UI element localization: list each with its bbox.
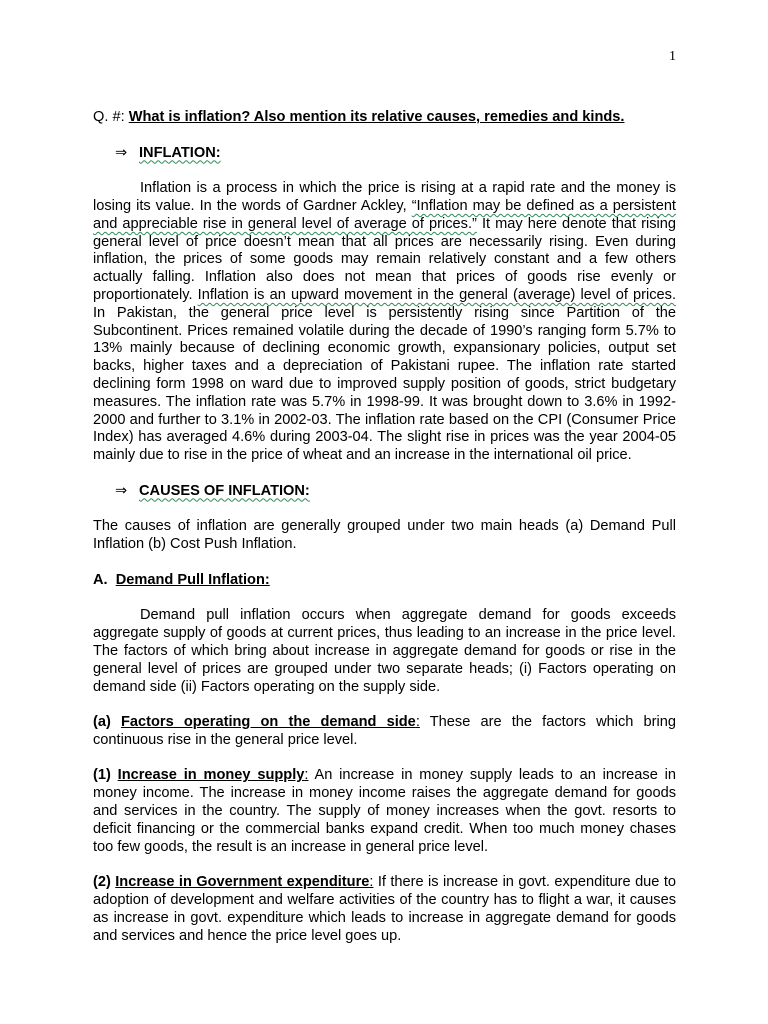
document-body <box>93 109 676 945</box>
money-supply-paragraph <box>93 767 676 856</box>
inflation-text-b: It may here denote that rising general level of price doesn’t mean that all prices are necessarily rising. Even during inflation, the prices of some goods may remain relatively constant and a few others actually falling. Inflation also does not mean that prices of goods rise evenly or proportionately. <box>93 215 676 303</box>
causes-intro: The causes of inflation are generally grouped under two main heads (a) Demand Pull Inflation (b) Cost Push Inflation. <box>93 518 676 553</box>
inflation-heading-text: INFLATION: <box>139 144 221 161</box>
question-prefix: Q. #: <box>93 109 129 125</box>
inflation-definition: Inflation is an upward movement in the general (average) level of prices. <box>197 286 676 303</box>
money-supply-title: Increase in money supply <box>117 767 305 784</box>
money-supply-label: (1) <box>93 767 118 784</box>
factors-demand-label: (a) <box>93 714 121 731</box>
govt-expenditure-title: Increase in Government expenditure <box>115 874 370 891</box>
question-text: What is inflation? Also mention its relative causes, remedies and kinds. <box>128 109 625 125</box>
causes-heading-text: CAUSES OF INFLATION: <box>139 482 310 499</box>
demand-pull-heading <box>93 572 676 590</box>
demand-pull-label: A. <box>93 571 108 588</box>
inflation-paragraph <box>93 180 676 465</box>
arrow-icon: ⇒ <box>115 144 128 161</box>
ackley-quote: “Inflation may be defined as a persistent and appreciable rise in general level of average of prices.” <box>93 197 676 232</box>
govt-expenditure-text: If there is increase in govt. expenditure due to adoption of development and welfare activities of the country has to flight a war, it causes as increase in govt. expenditure which leads to increase in aggregate demand for goods and services and hence the price level goes up. <box>93 874 677 944</box>
inflation-text-a: Inflation is a process in which the price is rising at a rapid rate and the money is losing its value. In the words of Gardner Ackley, <box>93 180 676 214</box>
demand-pull-paragraph: Demand pull inflation occurs when aggregate demand for goods exceeds aggregate supply of goods at current prices, thus leading to an increase in the price level. The factors of which bring about increase in aggregate demand for goods or rise in the general level of prices are grouped under two separate heads; (i) Factors operating on demand side (ii) Factors operating on the supply side. <box>93 607 676 695</box>
factors-demand-colon: : <box>415 714 420 731</box>
demand-pull-title: Demand Pull Inflation: <box>115 571 270 588</box>
arrow-icon: ⇒ <box>115 482 128 499</box>
money-supply-text: An increase in money supply leads to an increase in money income. The increase in money income raises the aggregate demand for goods and services in the country. The supply of money increases when the govt. resorts to deficit financing or the commercial banks expand credit. When too much money chases too few goods, the result is an increase in general price level. <box>93 767 676 855</box>
factors-demand-text: These are the factors which bring continuous rise in the general price level. <box>93 714 676 748</box>
causes-heading <box>93 483 676 501</box>
inflation-text-c: In Pakistan, the general price level is persistently rising since Partition of the Subcontinent. Prices remained volatile during the decade of 1990’s ranging form 5.7% to 13% mainly because of declining economic growth, expansionary policies, output set backs, higher taxes and a depreciation of Pakistani rupee. The inflation rate started declining form 1998 on ward due to improved supply position of goods, strict budgetary measures. The inflation rate was 5.7% in 1998-99. It was brought down to 3.6% in 1992-2000 and further to 3.1% in 2002-03. The inflation rate based on the CPI (Consumer Price Index) has averaged 4.6% during 2003-04. The slight rise in prices was the year 2004-05 mainly due to rise in the price of wheat and an increase in the international oil price. <box>93 304 676 464</box>
question-line <box>93 109 676 127</box>
inflation-heading <box>93 145 676 163</box>
money-supply-colon: : <box>304 767 309 784</box>
page-number: 1 <box>669 49 676 64</box>
factors-demand-paragraph <box>93 714 676 750</box>
govt-expenditure-colon: : <box>369 874 374 891</box>
govt-expenditure-label: (2) <box>93 874 116 891</box>
factors-demand-title: Factors operating on the demand side <box>120 714 416 731</box>
govt-expenditure-paragraph <box>93 874 676 945</box>
